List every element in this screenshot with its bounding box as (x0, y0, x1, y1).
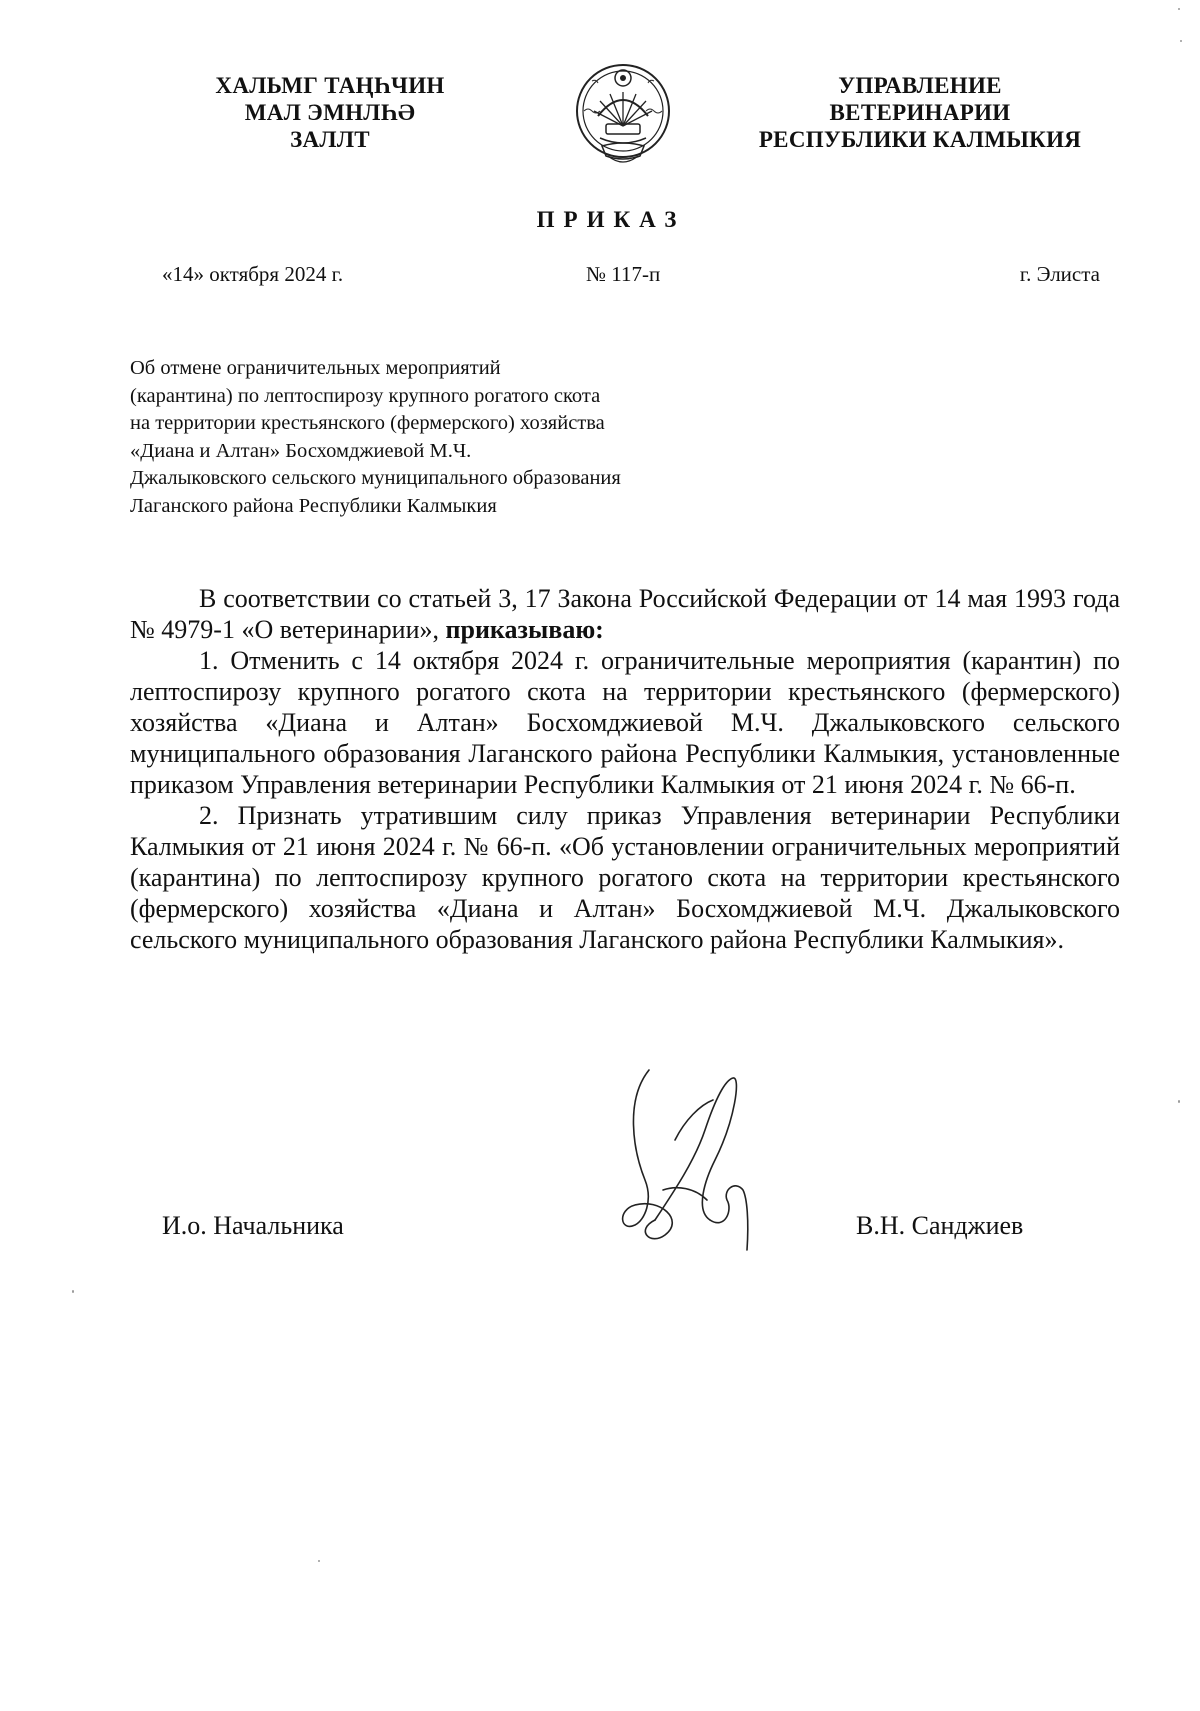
order-number: № 117-п (586, 262, 661, 286)
preamble-text: В соответствии со статьей 3, 17 Закона Российской Федерации от 14 мая 1993 года № 4979-1 «О ветеринарии», (130, 584, 1120, 644)
document-title: ПРИКАЗ (536, 207, 686, 232)
preamble-paragraph (130, 583, 1120, 645)
header-left-line: ЗАЛЛТ (290, 127, 370, 152)
scan-artifact (318, 1560, 320, 1562)
scan-artifact (72, 1290, 74, 1293)
scan-artifact (1178, 1100, 1180, 1103)
order-item-1: 1. Отменить с 14 октября 2024 г. ограничительные мероприятия (карантин) по лептоспирозу крупного рогатого скота на территории крестьянского (фермерского) хозяйства «Диана и Алтан» Босхомджиевой М.Ч. Джалыковского сельского муниципального образования Лаганского района Республики Калмыкия, установленные приказом Управления ветеринарии Республики Калмыкия от 21 июня 2024 г. № 66-п. (130, 646, 1120, 799)
header-right-line: ВЕТЕРИНАРИИ (829, 100, 1011, 125)
signatory-position: И.о. Начальника (162, 1211, 344, 1240)
scan-artifact (1180, 40, 1182, 42)
preamble-directive: приказываю: (445, 615, 604, 644)
subject-line: на территории крестьянского (фермерского) хозяйства (130, 412, 605, 434)
header-kalmyk-title (180, 72, 480, 153)
header-russian-title (730, 72, 1110, 153)
order-city: г. Элиста (1019, 262, 1100, 286)
header-right-line: РЕСПУБЛИКИ КАЛМЫКИЯ (758, 127, 1082, 152)
order-date: «14» октября 2024 г. (162, 262, 344, 286)
order-body (130, 583, 1120, 955)
subject-line: Джалыковского сельского муниципального образования (130, 467, 621, 489)
signatory-name: В.Н. Санджиев (856, 1211, 1024, 1240)
subject-line: «Диана и Алтан» Босхомджиевой М.Ч. (130, 439, 472, 462)
kalmykia-coat-of-arms-icon (572, 56, 674, 172)
scan-artifact (1178, 8, 1180, 10)
order-item-2: 2. Признать утратившим силу приказ Управления ветеринарии Республики Калмыкия от 21 июня 2024 г. № 66-п. «Об установлении ограничительных мероприятий (карантина) по лептоспирозу крупного рогатого скота на территории крестьянского (фермерского) хозяйства «Диана и Алтан» Босхомджиевой М.Ч. Джалыковского сельского муниципального образования Лаганского района Республики Калмыкия». (130, 801, 1120, 954)
header-right-line: УПРАВЛЕНИЕ (838, 73, 1002, 98)
order-subject (130, 355, 770, 520)
subject-line: Лаганского района Республики Калмыкия (130, 494, 497, 517)
subject-line: Об отмене ограничительных мероприятий (130, 357, 501, 379)
header-left-line: ХАЛЬМГ ТАҢҺЧИН (215, 73, 445, 98)
header-left-line: МАЛ ЭМНЛҺӘ (244, 100, 416, 125)
subject-line: (карантина) по лептоспирозу крупного рогатого скота (130, 384, 601, 407)
handwritten-signature (615, 1060, 785, 1260)
